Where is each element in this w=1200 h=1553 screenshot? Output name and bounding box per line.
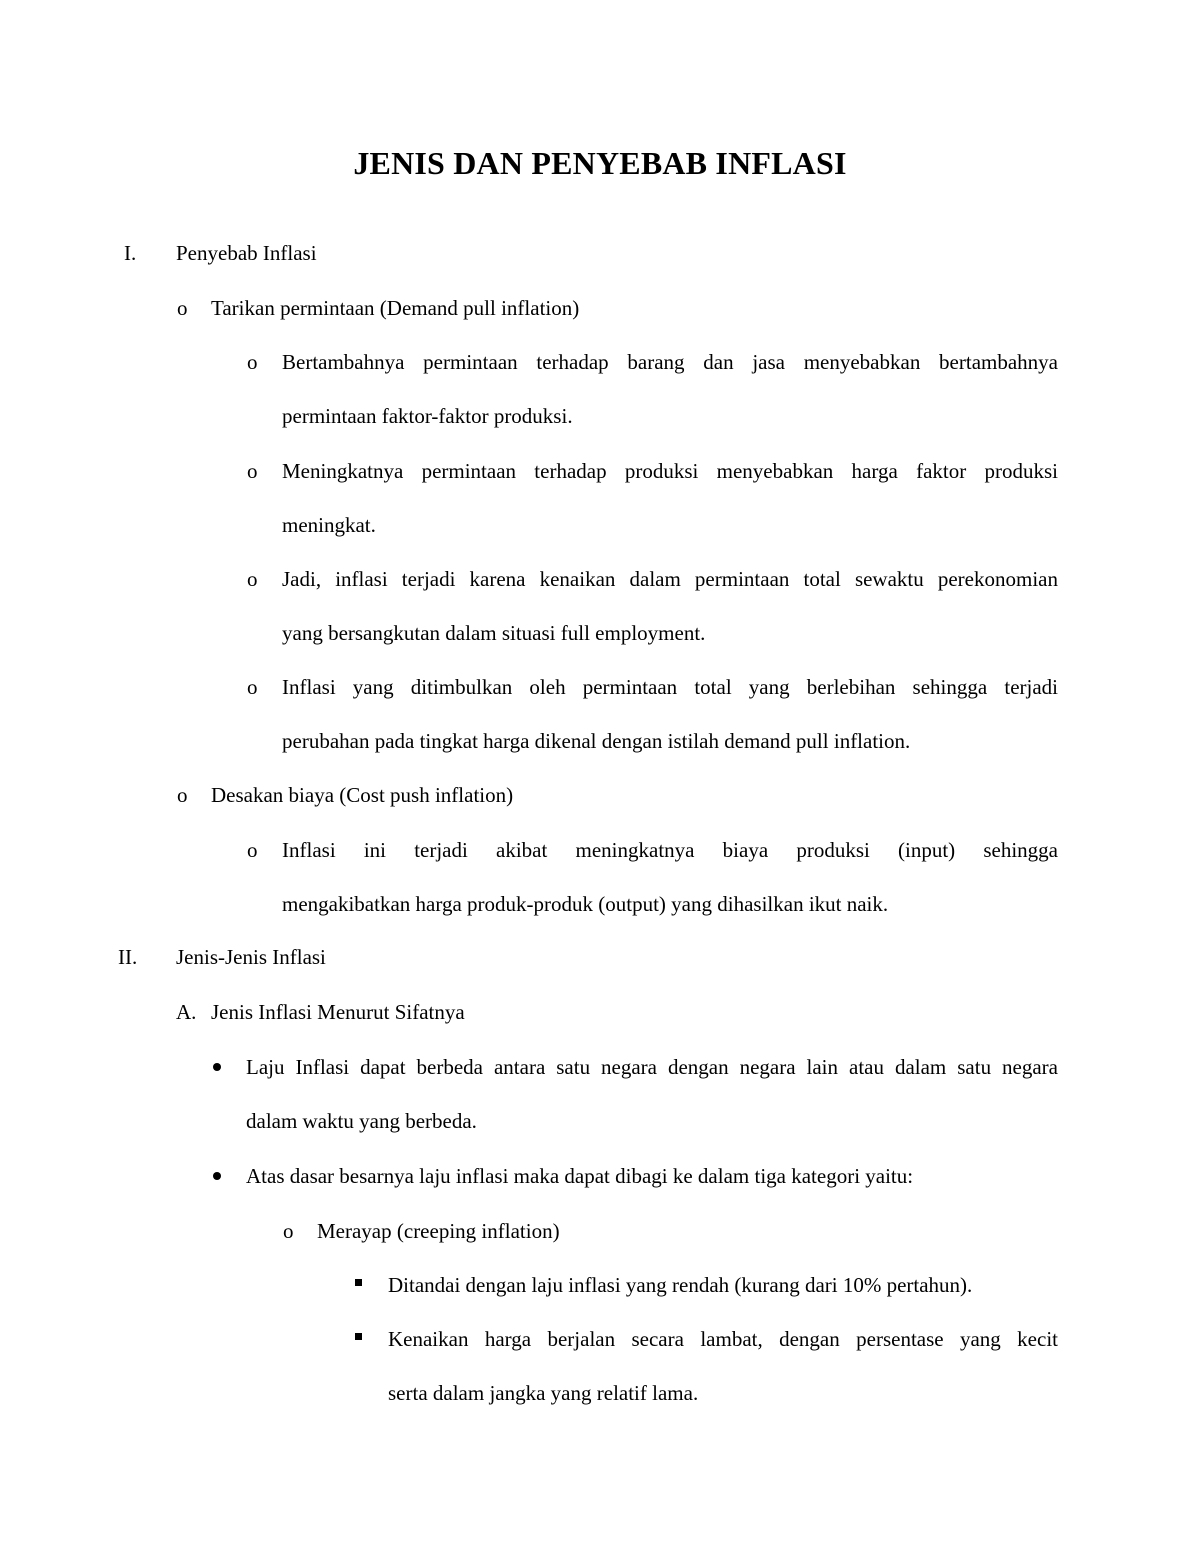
list-item-line: Jadi, inflasi terjadi karena kenaikan dalam permintaan total sewaktu perekonomian bbox=[282, 567, 1058, 591]
subheading-menurut-sifatnya: Jenis Inflasi Menurut Sifatnya bbox=[211, 1000, 465, 1024]
subheading-cost-push: Desakan biaya (Cost push inflation) bbox=[211, 783, 514, 807]
section-heading-penyebab: Penyebab Inflasi bbox=[176, 241, 317, 265]
list-item-line: mengakibatkan harga produk-produk (output) yang dihasilkan ikut naik. bbox=[282, 892, 889, 916]
subheading-demand-pull: Tarikan permintaan (Demand pull inflation) bbox=[211, 296, 580, 320]
list-item-line: Inflasi ini terjadi akibat meningkatnya biaya produksi (input) sehingga bbox=[282, 838, 1058, 862]
bullet-dot-icon bbox=[213, 1172, 221, 1180]
list-item-line: meningkat. bbox=[282, 513, 376, 537]
list-item-line: permintaan faktor-faktor produksi. bbox=[282, 404, 573, 428]
roman-numeral-marker: I. bbox=[124, 241, 137, 265]
circle-bullet-icon: o bbox=[177, 296, 188, 320]
circle-bullet-icon: o bbox=[283, 1219, 294, 1243]
circle-bullet-icon: o bbox=[247, 567, 258, 591]
list-item-line: Ditandai dengan laju inflasi yang rendah (kurang dari 10% pertahun). bbox=[388, 1273, 973, 1297]
list-item-line: Bertambahnya permintaan terhadap barang dan jasa menyebabkan bertambahnya bbox=[282, 350, 1058, 374]
list-item-line: yang bersangkutan dalam situasi full employment. bbox=[282, 621, 706, 645]
list-item-line: Meningkatnya permintaan terhadap produksi menyebabkan harga faktor produksi bbox=[282, 459, 1058, 483]
list-item-line: Inflasi yang ditimbulkan oleh permintaan total yang berlebihan sehingga terjadi bbox=[282, 675, 1058, 699]
circle-bullet-icon: o bbox=[247, 459, 258, 483]
list-item-line: Kenaikan harga berjalan secara lambat, dengan persentase yang kecit bbox=[388, 1327, 1058, 1351]
list-item-line: dalam waktu yang berbeda. bbox=[246, 1109, 477, 1133]
circle-bullet-icon: o bbox=[247, 350, 258, 374]
square-bullet-icon bbox=[355, 1279, 362, 1286]
roman-numeral-marker: II. bbox=[118, 945, 138, 969]
list-item-line: Atas dasar besarnya laju inflasi maka dapat dibagi ke dalam tiga kategori yaitu: bbox=[246, 1164, 914, 1188]
circle-bullet-icon: o bbox=[247, 838, 258, 862]
subheading-creeping: Merayap (creeping inflation) bbox=[317, 1219, 560, 1243]
letter-marker: A. bbox=[176, 1000, 197, 1024]
list-item-line: Laju Inflasi dapat berbeda antara satu negara dengan negara lain atau dalam satu negara bbox=[246, 1055, 1058, 1079]
circle-bullet-icon: o bbox=[247, 675, 258, 699]
circle-bullet-icon: o bbox=[177, 783, 188, 807]
list-item-line: serta dalam jangka yang relatif lama. bbox=[388, 1381, 699, 1405]
square-bullet-icon bbox=[355, 1333, 362, 1340]
bullet-dot-icon bbox=[213, 1063, 221, 1071]
document-title: JENIS DAN PENYEBAB INFLASI bbox=[353, 145, 847, 181]
section-heading-jenis: Jenis-Jenis Inflasi bbox=[176, 945, 326, 969]
list-item-line: perubahan pada tingkat harga dikenal dengan istilah demand pull inflation. bbox=[282, 729, 911, 753]
